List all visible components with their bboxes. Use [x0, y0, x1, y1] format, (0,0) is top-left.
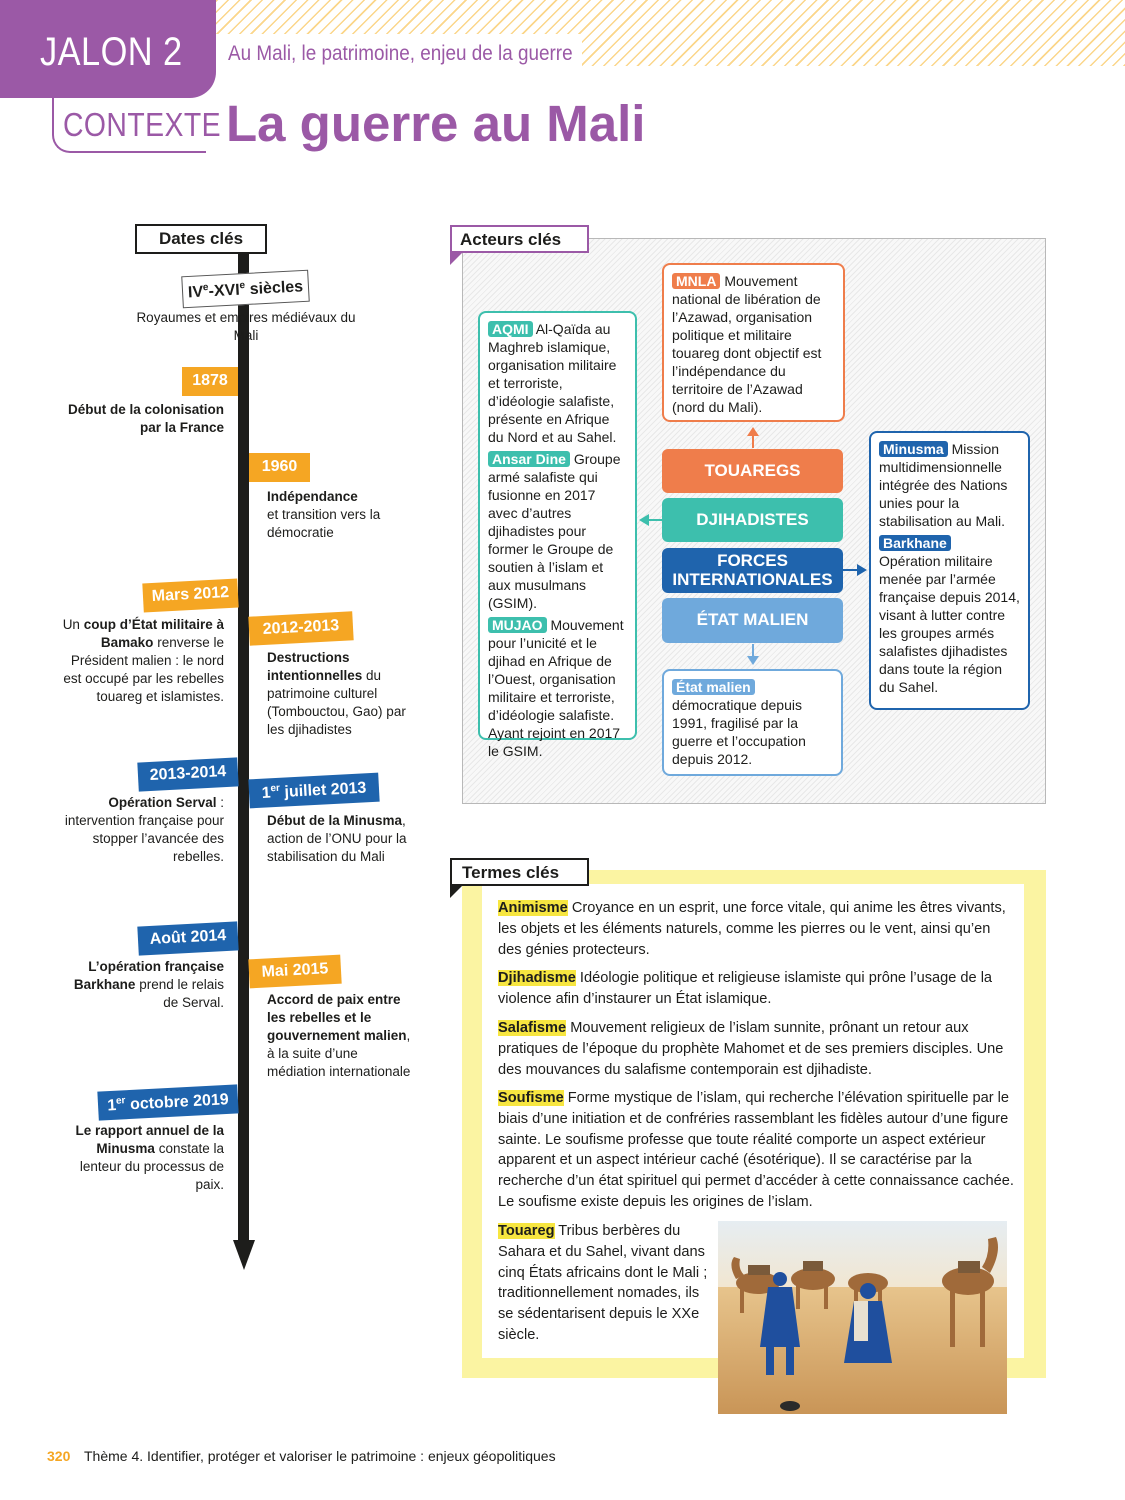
- era-text: Royaumes et empires médiévaux du Mali: [136, 310, 356, 343]
- etat-arrow-head: [747, 656, 759, 665]
- etat-malien-bar: ÉTAT MALIEN: [662, 598, 843, 643]
- event-text: Indépendance et transition vers la démocratie: [267, 489, 381, 540]
- barkhane-text: Opération militaire menée par l’armée française depuis 2014, visant à lutter contre les groupes armés salafistes djihadistes dans toute la région du Sahel.: [879, 553, 1020, 695]
- event-text: Début de la Minusma, action de l’ONU pour la stabilisation du Mali: [267, 813, 407, 864]
- mnla-arrow-head: [747, 427, 759, 436]
- event-text: Début de la colonisation par la France: [67, 402, 224, 435]
- term-item: Djihadisme Idéologie politique et religieuse islamiste qui prône l’usage de la violence afin d’instaurer un État islamique.: [498, 970, 993, 1007]
- date-label: Mai 2015: [248, 955, 341, 989]
- mujao-text: Mouvement pour l’unicité et le djihad en Afrique de l’Ouest, organisation militaire et terroriste, d’idéologie salafiste. Ayant rejoint en 2017 le GSIM.: [488, 617, 624, 759]
- date-label: 1er octobre 2019: [97, 1084, 238, 1120]
- djihadistes-bar: DJIHADISTES: [662, 498, 843, 542]
- mnla-text: Mouvement national de libération de l’Azawad, organisation politique et militaire touareg dont objectif est l’indépendance du territoire de l’Azawad (nord du Mali).: [672, 273, 822, 415]
- minusma-text: Mission multidimensionnelle intégrée des Nations unies pour la stabilisation au Mali.: [879, 441, 1008, 529]
- mnla-card: [662, 263, 845, 422]
- page-title: La guerre au Mali: [226, 95, 646, 152]
- actors-label: Acteurs clés: [450, 225, 589, 253]
- forces-internationales-bar: FORCES INTERNATIONALES: [662, 548, 843, 593]
- date-label: 1er juillet 2013: [248, 773, 379, 809]
- intl-arrow-head: [857, 564, 867, 576]
- era-label: IVe-XVIe siècles: [181, 270, 310, 309]
- term-item: Touareg Tribus berbères du Sahara et du Sahel, vivant dans cinq États africains dont le Mali ; traditionnellement nomades, ils se sédentarisent depuis le XXe siècle.: [498, 1223, 708, 1343]
- jihad-arrow-head: [639, 514, 649, 526]
- date-label: 2013-2014: [137, 757, 238, 791]
- date-label: 1878: [182, 367, 238, 396]
- terms-notch: [450, 884, 464, 898]
- event-text: Un coup d’État militaire à Bamako renverse le Président malien : le nord est occupé par les rebelles touareg et islamistes.: [62, 617, 224, 704]
- event-text: Destructions intentionnelles du patrimoine culturel (Tombouctou, Gao) par les djihadistes: [267, 650, 406, 737]
- date-label: Mars 2012: [142, 579, 238, 613]
- etat-text: démocratique depuis 1991, fragilisé par la guerre et l’occupation depuis 2012.: [672, 697, 806, 767]
- date-label: 2012-2013: [248, 611, 353, 645]
- timeline-arrow: [233, 1240, 255, 1270]
- ansar-tag: Ansar Dine: [488, 451, 570, 467]
- date-label: 1960: [249, 453, 310, 482]
- etat-tag: État malien: [672, 679, 755, 695]
- aqmi-tag: AQMI: [488, 321, 533, 337]
- barkhane-tag: Barkhane: [879, 535, 951, 551]
- term-item: Salafisme Mouvement religieux de l’islam sunnite, prônant un retour aux pratiques de l’époque du prophète Mahomet et de ses premiers disciples. Une des mouvances du salafisme contemporain est djihadiste.: [498, 1020, 1004, 1078]
- page-number: 320: [47, 1448, 71, 1464]
- mujao-tag: MUJAO: [488, 617, 547, 633]
- international-card: [869, 431, 1030, 710]
- event-text: Le rapport annuel de la Minusma constate la lenteur du processus de paix.: [75, 1123, 224, 1192]
- minusma-tag: Minusma: [879, 441, 948, 457]
- term-item: Animisme Croyance en un esprit, une force vitale, qui anime les êtres vivants, les objets et les éléments naturels, comme les pierres ou le vent, ainsi qu’en des génies protecteurs.: [498, 900, 1006, 958]
- event-text: Accord de paix entre les rebelles et le gouvernement malien, à la suite d’une médiation internationale: [267, 992, 411, 1079]
- date-label: Août 2014: [137, 921, 238, 955]
- timeline-label: Dates clés: [135, 224, 267, 254]
- event-text: L’opération française Barkhane prend le relais de Serval.: [73, 959, 224, 1010]
- touaregs-bar: TOUAREGS: [662, 449, 843, 493]
- mnla-tag: MNLA: [672, 273, 720, 289]
- event-text: Opération Serval : intervention française pour stopper l’avancée des rebelles.: [64, 795, 224, 864]
- aqmi-text: Al-Qaïda au Maghreb islamique, organisation militaire et terroriste, d’idéologie salafiste, présente en Afrique du Nord et au Sahel.: [488, 321, 617, 445]
- touareg-photo: [718, 1221, 1007, 1414]
- term-item: Soufisme Forme mystique de l’islam, qui recherche l’élévation spirituelle par le biais d’une initiation et de confréries rassemblant les fidèles autour d’une figure sainte. Le soufisme professe que toute réalité comporte un aspect extérieur apparent et un aspect intérieur caché (ésotérique). Il se caractérise par la recherche d’un état spirituel qui permet d’accéder à cette connaissance cachée. Le soufisme existe depuis les origines de l’islam.: [498, 1090, 1014, 1210]
- jalon-label: JALON 2: [40, 30, 183, 74]
- terms-label: Termes clés: [450, 858, 589, 886]
- etat-card: [662, 669, 843, 776]
- ansar-text: Groupe armé salafiste qui fusionne en 2017 avec d’autres djihadistes pour former le Groupe de soutien à l’islam et aux musulmans (GSIM).: [488, 451, 621, 611]
- jihadists-card: [478, 311, 637, 759]
- context-label: CONTEXTE: [63, 106, 221, 143]
- subtitle: Au Mali, le patrimoine, enjeu de la guerre: [228, 42, 573, 65]
- footer-text: Thème 4. Identifier, protéger et valoriser le patrimoine : enjeux géopolitiques: [84, 1448, 556, 1464]
- timeline-line: [238, 252, 249, 1242]
- actors-arrows: [636, 424, 876, 674]
- actors-notch: [450, 251, 464, 265]
